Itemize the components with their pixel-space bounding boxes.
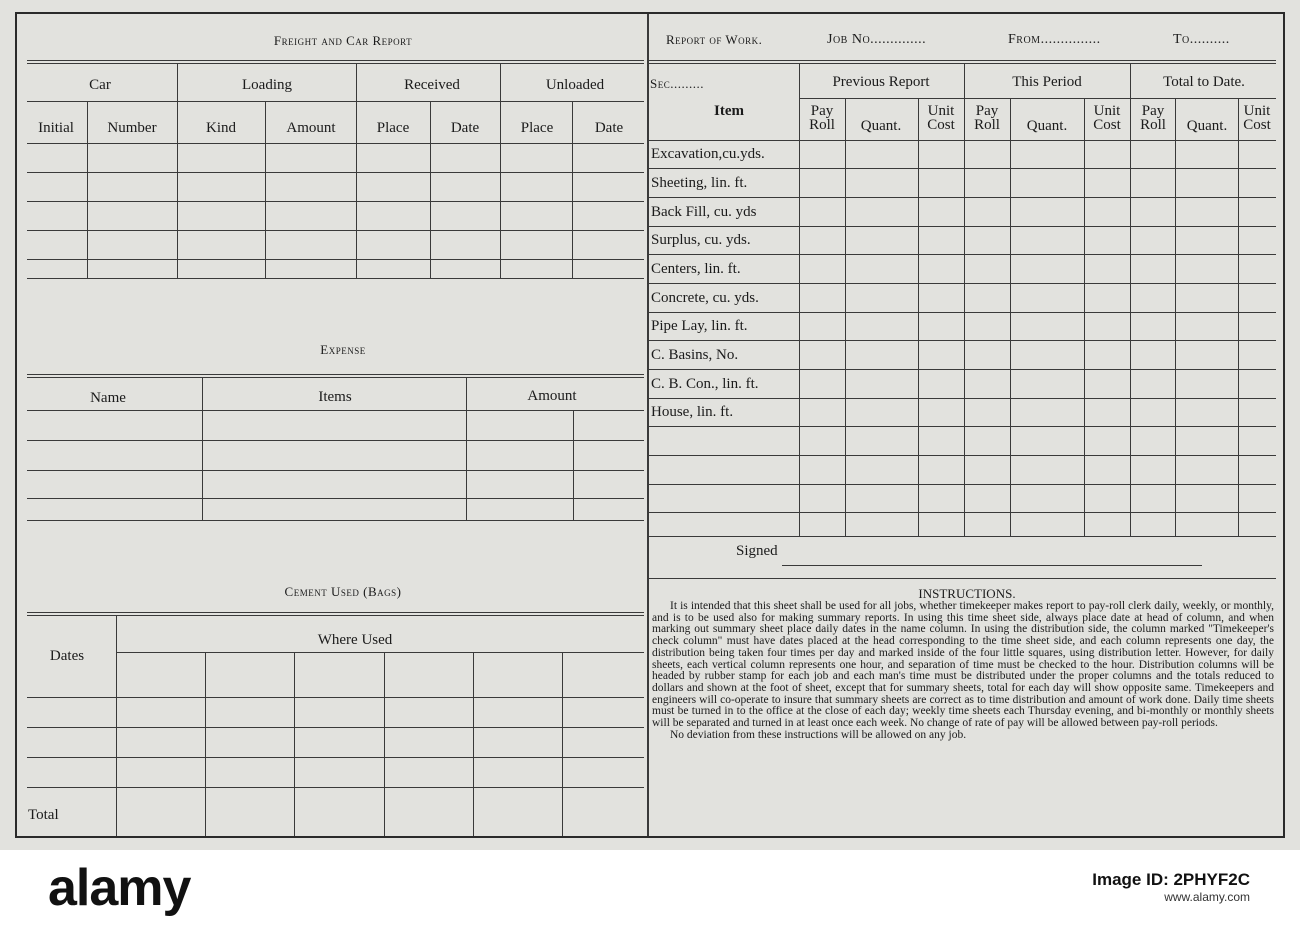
freight-col-kind: Kind xyxy=(206,120,236,136)
instructions-closing: No deviation from these instructions will be allowed on any job. xyxy=(670,728,967,741)
report-col-line xyxy=(964,63,965,536)
report-header-line xyxy=(649,140,1276,141)
report-col-line xyxy=(1084,98,1085,536)
cement-col-line xyxy=(473,652,474,836)
expense-col-line xyxy=(466,377,467,520)
item-row-label: Centers, lin. ft. xyxy=(651,261,741,277)
report-row-line xyxy=(649,398,1276,399)
cement-col-line xyxy=(562,652,563,836)
cement-top-line xyxy=(27,612,644,613)
sub-cost: Cost xyxy=(927,117,955,133)
report-bottom-line xyxy=(649,536,1276,537)
cement-header-line xyxy=(116,652,644,653)
sub-roll: Roll xyxy=(974,117,1000,133)
sec-field: Sec......... xyxy=(650,76,704,91)
sub-pay: Pay xyxy=(810,103,834,119)
freight-col-line xyxy=(430,101,431,278)
sub-roll: Roll xyxy=(1140,117,1166,133)
instructions-body xyxy=(652,601,1274,741)
report-title: Report of Work. xyxy=(666,32,763,47)
item-column-header: Item xyxy=(714,103,744,119)
cement-col-line xyxy=(384,652,385,836)
report-row-line xyxy=(649,254,1276,255)
item-row-label: Excavation,cu.yds. xyxy=(651,146,765,162)
freight-group-car: Car xyxy=(89,77,111,93)
image-id: Image ID: 2PHYF2C xyxy=(1092,870,1250,889)
report-row-line xyxy=(649,340,1276,341)
sub-unit: Unit xyxy=(1243,103,1271,119)
freight-col-line xyxy=(177,63,178,278)
sub-cost: Cost xyxy=(1243,117,1271,133)
freight-row-line xyxy=(27,172,644,173)
expense-header-line xyxy=(27,410,644,411)
freight-group-line xyxy=(27,101,644,102)
cement-title: Cement Used (Bags) xyxy=(284,584,402,599)
sub-cost: Cost xyxy=(1093,117,1121,133)
expense-title: Expense xyxy=(320,342,366,357)
expense-bottom-line xyxy=(27,520,644,521)
cement-row-line xyxy=(27,787,644,788)
report-col-line xyxy=(918,98,919,536)
report-row-line xyxy=(649,484,1276,485)
instructions-title: INSTRUCTIONS. xyxy=(918,586,1016,601)
report-row-line xyxy=(649,168,1276,169)
freight-col-unloaded-place: Place xyxy=(520,120,554,136)
expense-row-line xyxy=(27,470,644,471)
cement-total-label: Total xyxy=(28,807,59,823)
freight-group-received: Received xyxy=(404,77,460,93)
report-col-line xyxy=(1175,98,1176,536)
freight-col-initial: Initial xyxy=(38,120,74,136)
report-col-line xyxy=(1238,98,1239,536)
cement-col-line xyxy=(294,652,295,836)
cement-row-line xyxy=(27,697,644,698)
item-row-label: House, lin. ft. xyxy=(651,404,734,420)
expense-col-items: Items xyxy=(318,389,352,405)
sub-roll: Roll xyxy=(809,117,835,133)
freight-row-line xyxy=(27,201,644,202)
expense-row-line xyxy=(27,440,644,441)
freight-group-unloaded: Unloaded xyxy=(545,77,605,93)
expense-top-line-2 xyxy=(27,377,644,378)
cement-top-line-2 xyxy=(27,615,644,616)
expense-col-amount: Amount xyxy=(527,388,577,404)
sub-quant: Quant. xyxy=(1026,118,1068,134)
sub-quant: Quant. xyxy=(860,118,902,134)
freight-col-received-place: Place xyxy=(376,120,410,136)
sub-unit: Unit xyxy=(927,103,955,119)
expense-top-line xyxy=(27,374,644,375)
freight-row-line xyxy=(27,259,644,260)
instructions-top-line xyxy=(649,578,1276,579)
instructions-text: It is intended that this sheet shall be used for all jobs, whether timekeeper makes report to pay-roll clerk daily, weekly, or monthly, and is to be used also for making summary reports. In using this time sheet side, always place date at head of column, and when marking out summary sheet place daily dates in the name column. In using the distribution side, the column marked "Timekeeper's check column" must have dates placed at the head corresponding to the time sheet side, and each column represents one day, the distribution being taken four times per day and marked inside of the four little squares, using distribution letter. However, for daily sheets, each vertical column represents one hour, and separation of time must be checked to the hour. Distribution columns will be headed by rubber stamp for each job and each man's time must be distributed under the proper columns and the totals reduced to dollars and shown at the foot of sheet, except that for summary sheets, total for each day will show opposite same. Timekeepers and engineers will co-operate to insure that summary sheets are correct as to time distribution and amount of work done. Daily time sheets must be turned in to the office at the close of each day; weekly time sheets each Thursday evening, and bi-monthly or monthly sheets will be separated and turned in at least once each week. No change of rate of pay will be allowed between pay-roll periods. xyxy=(652,600,1274,730)
signature-line xyxy=(782,565,1202,566)
report-row-line xyxy=(649,512,1276,513)
freight-top-line-2 xyxy=(27,63,644,64)
sub-quant: Quant. xyxy=(1186,118,1228,134)
job-no-field: Job No.............. xyxy=(827,32,927,47)
signed-label: Signed xyxy=(736,543,778,559)
freight-header-line xyxy=(27,143,644,144)
freight-col-unloaded-date: Date xyxy=(594,120,624,136)
report-col-line xyxy=(845,98,846,536)
item-row-label: Surplus, cu. yds. xyxy=(651,232,751,248)
item-row-label: Concrete, cu. yds. xyxy=(651,290,759,306)
cement-col-line xyxy=(116,615,117,836)
report-col-line xyxy=(1130,63,1131,536)
report-row-line xyxy=(649,312,1276,313)
freight-group-loading: Loading xyxy=(242,77,292,93)
freight-bottom-line xyxy=(27,278,644,279)
report-top-line-2 xyxy=(649,63,1276,64)
freight-col-line xyxy=(87,101,88,278)
freight-col-line xyxy=(265,101,266,278)
brand-logo: alamy xyxy=(48,859,191,917)
expense-col-line xyxy=(573,410,574,520)
report-col-line xyxy=(799,63,800,536)
cement-row-line xyxy=(27,727,644,728)
stock-footer xyxy=(0,850,1300,936)
report-col-line xyxy=(1010,98,1011,536)
freight-row-line xyxy=(27,230,644,231)
expense-col-line xyxy=(202,377,203,520)
report-group-line xyxy=(799,98,1276,99)
freight-col-line xyxy=(500,63,501,278)
group-this-period: This Period xyxy=(1012,74,1082,90)
site-url: www.alamy.com xyxy=(1164,890,1250,904)
freight-top-line xyxy=(27,60,644,61)
item-row-label: Sheeting, lin. ft. xyxy=(651,175,748,191)
report-row-line xyxy=(649,283,1276,284)
expense-col-name: Name xyxy=(90,390,126,406)
center-divider xyxy=(647,14,649,836)
report-row-line xyxy=(649,426,1276,427)
item-row-label: C. B. Con., lin. ft. xyxy=(651,376,759,392)
to-field: To.......... xyxy=(1173,32,1230,47)
report-top-line xyxy=(649,60,1276,61)
freight-title: Freight and Car Report xyxy=(273,33,413,48)
freight-col-line xyxy=(572,101,573,278)
cement-row-line xyxy=(27,757,644,758)
expense-row-line xyxy=(27,498,644,499)
cement-where-used-label: Where Used xyxy=(317,632,393,648)
freight-col-received-date: Date xyxy=(450,120,480,136)
freight-col-amount: Amount xyxy=(286,120,336,136)
report-row-line xyxy=(649,369,1276,370)
report-row-line xyxy=(649,455,1276,456)
cement-dates-label: Dates xyxy=(49,648,85,664)
freight-col-line xyxy=(356,63,357,278)
group-total-to-date: Total to Date. xyxy=(1163,74,1245,90)
group-previous-report: Previous Report xyxy=(832,74,930,90)
item-row-label: Pipe Lay, lin. ft. xyxy=(651,318,748,334)
sub-unit: Unit xyxy=(1093,103,1121,119)
freight-col-number: Number xyxy=(107,120,157,136)
from-field: From............... xyxy=(1008,32,1101,47)
cement-col-line xyxy=(205,652,206,836)
report-row-line xyxy=(649,197,1276,198)
sub-pay: Pay xyxy=(1141,103,1165,119)
item-row-label: C. Basins, No. xyxy=(651,347,739,363)
image-reference xyxy=(1092,872,1250,905)
report-row-line xyxy=(649,226,1276,227)
sub-pay: Pay xyxy=(975,103,999,119)
item-row-label: Back Fill, cu. yds xyxy=(651,204,757,220)
